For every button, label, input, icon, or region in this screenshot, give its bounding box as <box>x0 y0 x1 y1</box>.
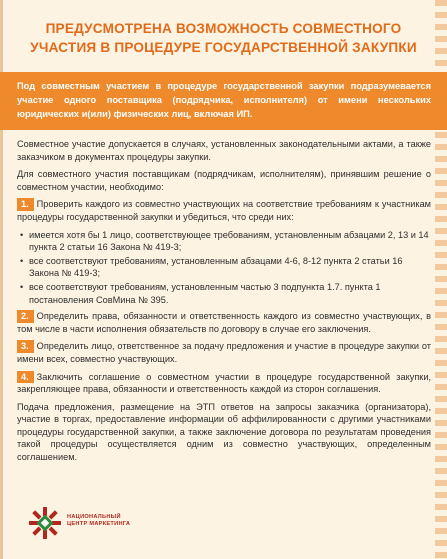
definition-banner-text: Под совместным участием в процедуре государственной закупки подразумевается участие одного поставщика (подрядчика, исполнителя) от имени нескольких юридических и(или) физических лиц, включая ИП. <box>17 81 431 119</box>
step-3 <box>17 340 431 365</box>
step-1-text: Проверить каждого из совместно участвующих на соответствие требованиям к участникам процедуры государственной закупки и убедиться, что среди них: <box>17 199 431 222</box>
paragraph-requirements-intro: Для совместного участия поставщикам (подрядчикам, исполнителям), принявшим решение о совместном участии, необходимо: <box>17 169 431 192</box>
title-line-2: УЧАСТИЯ В ПРОЦЕДУРЕ ГОСУДАРСТВЕННОЙ ЗАКУПКИ <box>30 40 417 55</box>
step-4 <box>17 371 431 396</box>
step-4-number: 4. <box>17 371 34 384</box>
main-content <box>17 138 431 469</box>
national-marketing-center-logo-icon <box>27 505 63 541</box>
list-item: • имеется хотя бы 1 лицо, соответствующее требованиям, установленным абзацами 2, 13 и 14 пункта 2 статьи 16 Закона № 419-3; <box>29 229 431 254</box>
list-item: • все соответствуют требованиям, установленным абзацами 4-6, 8-12 пункта 2 статьи 16 Закона № 419-3; <box>29 255 431 280</box>
step-4-text: Заключить соглашение о совместном участии в процедуре государственной закупки, закрепляющее права, обязанности и ответственность каждой из сторон соглашения. <box>17 371 431 395</box>
step-1-number: 1. <box>17 198 34 211</box>
step-1 <box>17 198 431 223</box>
step-3-text: Определить лицо, ответственное за подачу предложения и участие в процедуре закупки от имени всех, совместно участвующих. <box>17 341 431 364</box>
organization-logo <box>27 505 167 543</box>
step-2 <box>17 310 431 335</box>
step-2-number: 2. <box>17 310 34 323</box>
logo-text <box>67 514 130 528</box>
step-2-text: Определить права, обязанности и ответственность каждого из совместно участвующих, в том числе в части исполнения обязательств по договору в случае его заключения. <box>17 311 431 334</box>
page-title <box>20 19 427 57</box>
title-line-1: ПРЕДУСМОТРЕНА ВОЗМОЖНОСТЬ СОВМЕСТНОГО <box>45 21 402 36</box>
paragraph-cases: Совместное участие допускается в случаях, установленных законодательными актами, а также заказчиком в документах процедуры закупки. <box>17 139 431 162</box>
logo-text-line-1: НАЦИОНАЛЬНЫЙ <box>67 514 121 520</box>
step-3-number: 3. <box>17 340 34 353</box>
closing-paragraph: Подача предложения, размещение на ЭТП ответов на запросы заказчика (организатора), участие в торгах, предоставление информации об аффилированности с другими участниками процедуры государственной закупки, а также заключение договора по результатам проведения такой процедуры осуществляется одним из совместно участвующих, определенным соглашением. <box>17 401 431 463</box>
logo-text-line-2: ЦЕНТР МАРКЕТИНГА <box>67 521 131 527</box>
list-item: • все соответствуют требованиям, установленным частью 3 подпункта 1.7. пункта 1 постановления СовМина № 395. <box>29 281 431 306</box>
step-1-bullet-list <box>17 229 431 307</box>
